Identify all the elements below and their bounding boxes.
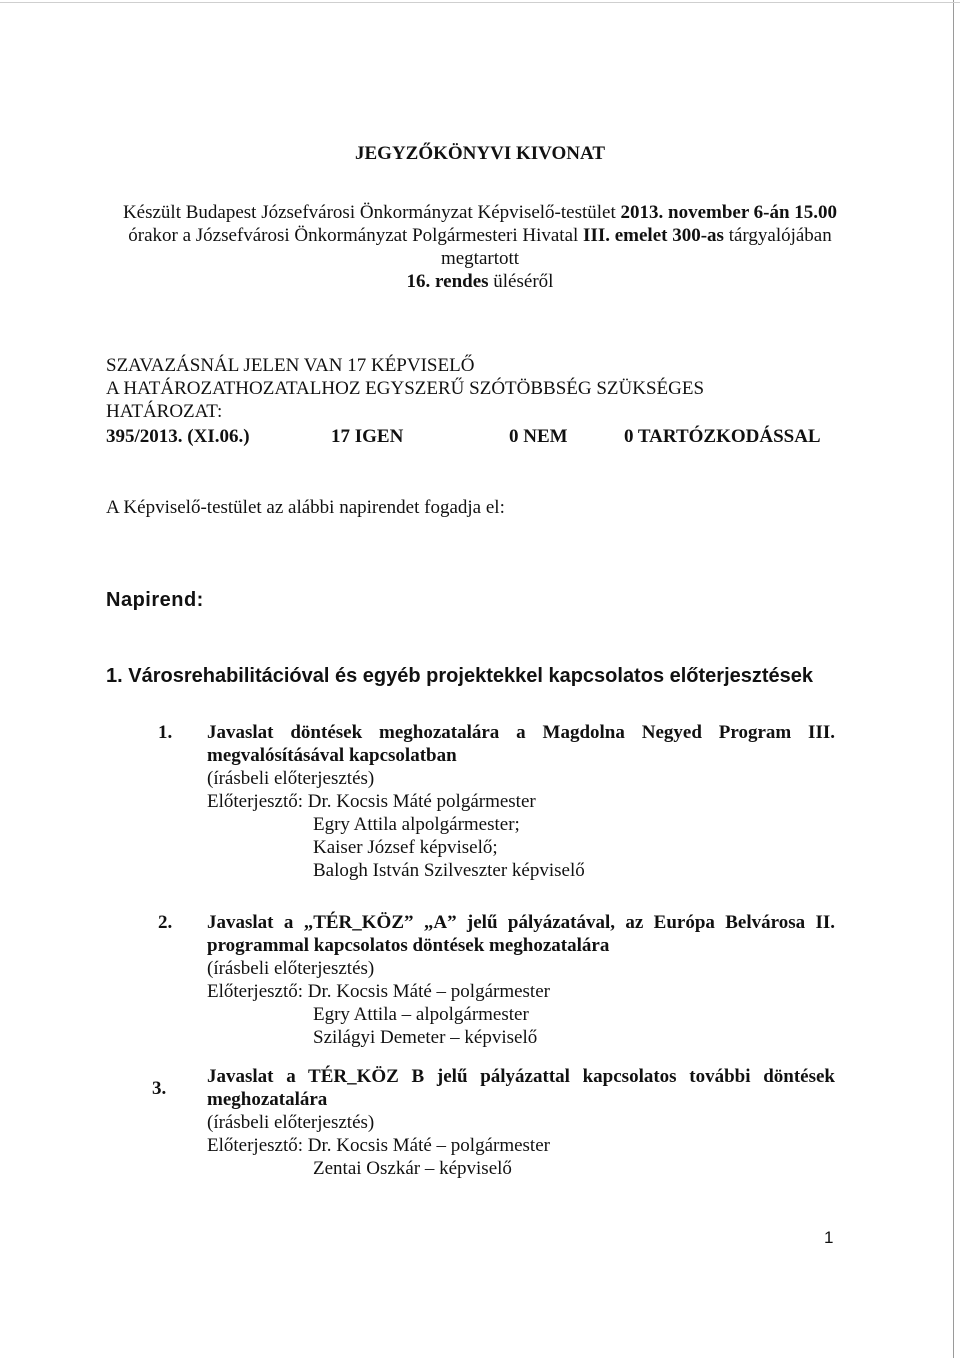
item-1-note: (írásbeli előterjesztés) [207, 768, 375, 789]
intro-line-2 [0, 225, 960, 247]
section-number: 1. [106, 665, 123, 687]
intro-text: tárgyalójában [728, 225, 832, 246]
scan-edge-top [0, 2, 960, 3]
intro-text: Készült Budapest Józsefvárosi Önkormányzat Képviselő-testület [122, 202, 616, 223]
item-3-title-line2: meghozatalára [207, 1089, 328, 1110]
presenter-name: Dr. Kocsis Máté – polgármester [307, 1135, 550, 1156]
session-number: 16. rendes [406, 271, 489, 292]
intro-text: órakor a Józsefvárosi Önkormányzat Polgármesteri Hivatal [128, 225, 579, 246]
vote-majority: A HATÁROZATHOZATALHOZ EGYSZERŰ SZÓTÖBBSÉG SZÜKSÉGES [106, 378, 705, 399]
item-1-title-line1: Javaslat döntések meghozatalára a Magdolna Negyed Program III. [207, 722, 835, 743]
item-2-co-presenter: Szilágyi Demeter – képviselő [313, 1027, 538, 1048]
vote-resolution-label: HATÁROZAT: [106, 401, 223, 422]
item-3-co-presenter: Zentai Oszkár – képviselő [313, 1158, 512, 1179]
item-1-title-line2: megvalósításával kapcsolatban [207, 745, 457, 766]
resolution-number: 395/2013. (XI.06.) [106, 426, 250, 447]
item-2-title-line2: programmal kapcsolatos döntések meghozatalára [207, 935, 610, 956]
item-2-number: 2. [158, 912, 173, 933]
item-3-number: 3. [152, 1078, 167, 1099]
session-line [0, 271, 960, 293]
item-1-co-presenter: Egry Attila alpolgármester; [313, 814, 520, 835]
intro-line-1 [0, 202, 960, 224]
vote-yes: 17 IGEN [331, 426, 404, 447]
session-text: üléséről [493, 271, 554, 292]
item-3-presenter-line [207, 1135, 550, 1157]
presenter-label: Előterjesztő: [207, 791, 304, 812]
vote-no: 0 NEM [509, 426, 568, 447]
presenter-label: Előterjesztő: [207, 981, 304, 1002]
item-2-presenter-line [207, 981, 550, 1003]
item-2-title-line1: Javaslat a „TÉR_KÖZ” „A” jelű pályázatával, az Európa Belvárosa II. [207, 912, 835, 933]
document-title: JEGYZŐKÖNYVI KIVONAT [355, 143, 605, 164]
item-1-co-presenter: Kaiser József képviselő; [313, 837, 498, 858]
item-1-co-presenter: Balogh István Szilveszter képviselő [313, 860, 585, 881]
intro-date: 2013. november 6-án 15.00 [620, 202, 838, 223]
vote-abstain: 0 TARTÓZKODÁSSAL [624, 426, 821, 447]
item-3-note: (írásbeli előterjesztés) [207, 1112, 375, 1133]
presenter-name: Dr. Kocsis Máté – polgármester [307, 981, 550, 1002]
item-1-number: 1. [158, 722, 173, 743]
item-3-title-line1: Javaslat a TÉR_KÖZ B jelű pályázattal kapcsolatos további döntések [207, 1066, 835, 1087]
section-title: Városrehabilitációval és egyéb projektekkel kapcsolatos előterjesztések [128, 665, 814, 687]
page-number: 1 [824, 1228, 834, 1247]
section-heading [106, 665, 813, 687]
item-2-note: (írásbeli előterjesztés) [207, 958, 375, 979]
agenda-label: Napirend: [106, 589, 204, 611]
item-1-presenter-line [207, 791, 536, 813]
intro-line-3: megtartott [440, 248, 520, 269]
agenda-intro: A Képviselő-testület az alábbi napirendet fogadja el: [106, 497, 505, 518]
intro-floor: III. emelet 300-as [583, 225, 724, 246]
item-2-co-presenter: Egry Attila – alpolgármester [313, 1004, 529, 1025]
vote-attendance: SZAVAZÁSNÁL JELEN VAN 17 KÉPVISELŐ [106, 355, 475, 376]
presenter-name: Dr. Kocsis Máté polgármester [307, 791, 536, 812]
presenter-label: Előterjesztő: [207, 1135, 304, 1156]
